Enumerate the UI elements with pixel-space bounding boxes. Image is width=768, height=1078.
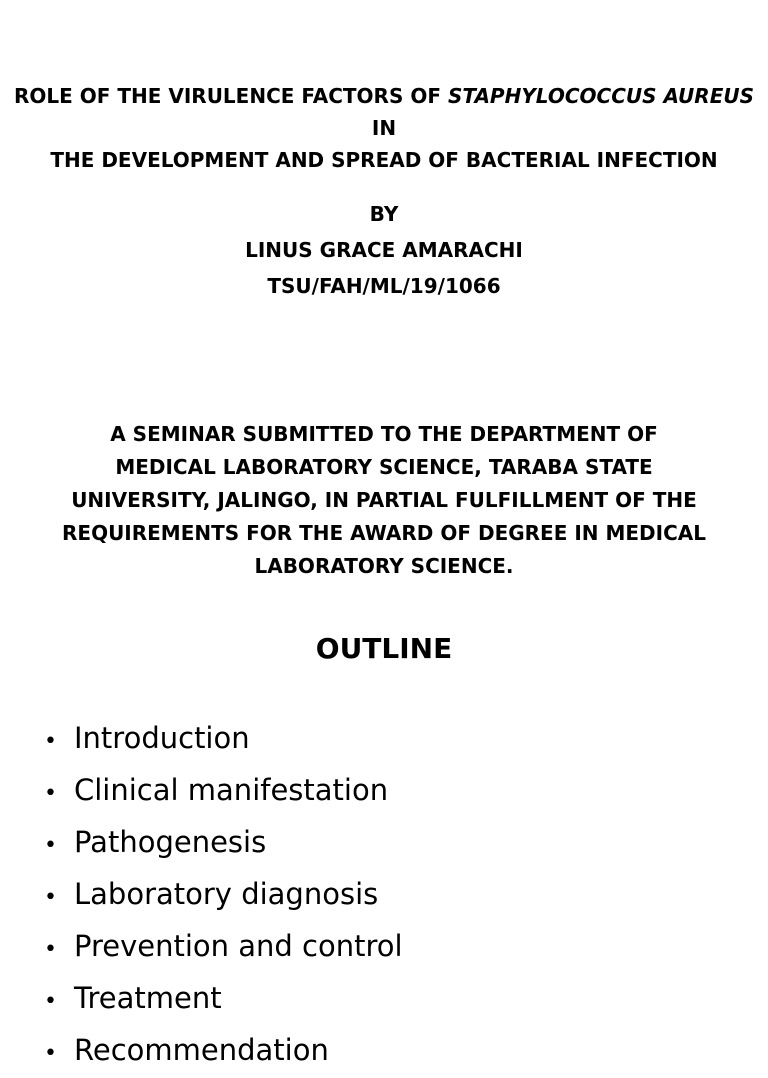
bullet-icon: • <box>44 729 57 754</box>
outline-item-label: Recommendation <box>74 1033 329 1067</box>
bullet-icon: • <box>44 781 57 806</box>
title-text-2: IN <box>371 116 397 140</box>
outline-item <box>44 818 744 870</box>
outline-item-label: Treatment <box>74 981 222 1015</box>
outline-item-label: Laboratory diagnosis <box>74 877 379 911</box>
submission-line: MEDICAL LABORATORY SCIENCE, TARABA STATE <box>115 455 653 479</box>
submission-line: A SEMINAR SUBMITTED TO THE DEPARTMENT OF <box>110 422 658 446</box>
title-line-1 <box>0 80 768 144</box>
bullet-icon: • <box>44 989 57 1014</box>
author-block <box>0 196 768 304</box>
outline-item-label: Introduction <box>74 721 250 755</box>
title-species-name: STAPHYLOCOCCUS AUREUS <box>447 84 755 108</box>
bullet-icon: • <box>44 833 57 858</box>
outline-item <box>44 870 744 922</box>
submission-line: UNIVERSITY, JALINGO, IN PARTIAL FULFILLMENT OF THE <box>71 488 697 512</box>
bullet-icon: • <box>44 885 57 910</box>
outline-item <box>44 974 744 1026</box>
outline-heading: OUTLINE <box>315 632 453 665</box>
outline-item-label: Prevention and control <box>74 929 403 963</box>
submission-statement <box>40 418 728 583</box>
title-line-2: THE DEVELOPMENT AND SPREAD OF BACTERIAL INFECTION <box>50 148 718 172</box>
author-name: LINUS GRACE AMARACHI <box>245 238 523 262</box>
outline-item-label: Pathogenesis <box>74 825 267 859</box>
outline-item <box>44 766 744 818</box>
bullet-icon: • <box>44 937 57 962</box>
submission-line: REQUIREMENTS FOR THE AWARD OF DEGREE IN MEDICAL <box>62 521 706 545</box>
title-text-1: ROLE OF THE VIRULENCE FACTORS OF <box>13 84 448 108</box>
by-label: BY <box>369 202 399 226</box>
outline-item-label: Clinical manifestation <box>74 773 389 807</box>
outline-list <box>44 714 744 1078</box>
outline-item <box>44 922 744 974</box>
outline-item <box>44 1026 744 1078</box>
seminar-title <box>0 80 768 176</box>
registration-number: TSU/FAH/ML/19/1066 <box>267 274 501 298</box>
bullet-icon: • <box>44 1041 57 1066</box>
outline-item <box>44 714 744 766</box>
submission-line: LABORATORY SCIENCE. <box>254 554 514 578</box>
